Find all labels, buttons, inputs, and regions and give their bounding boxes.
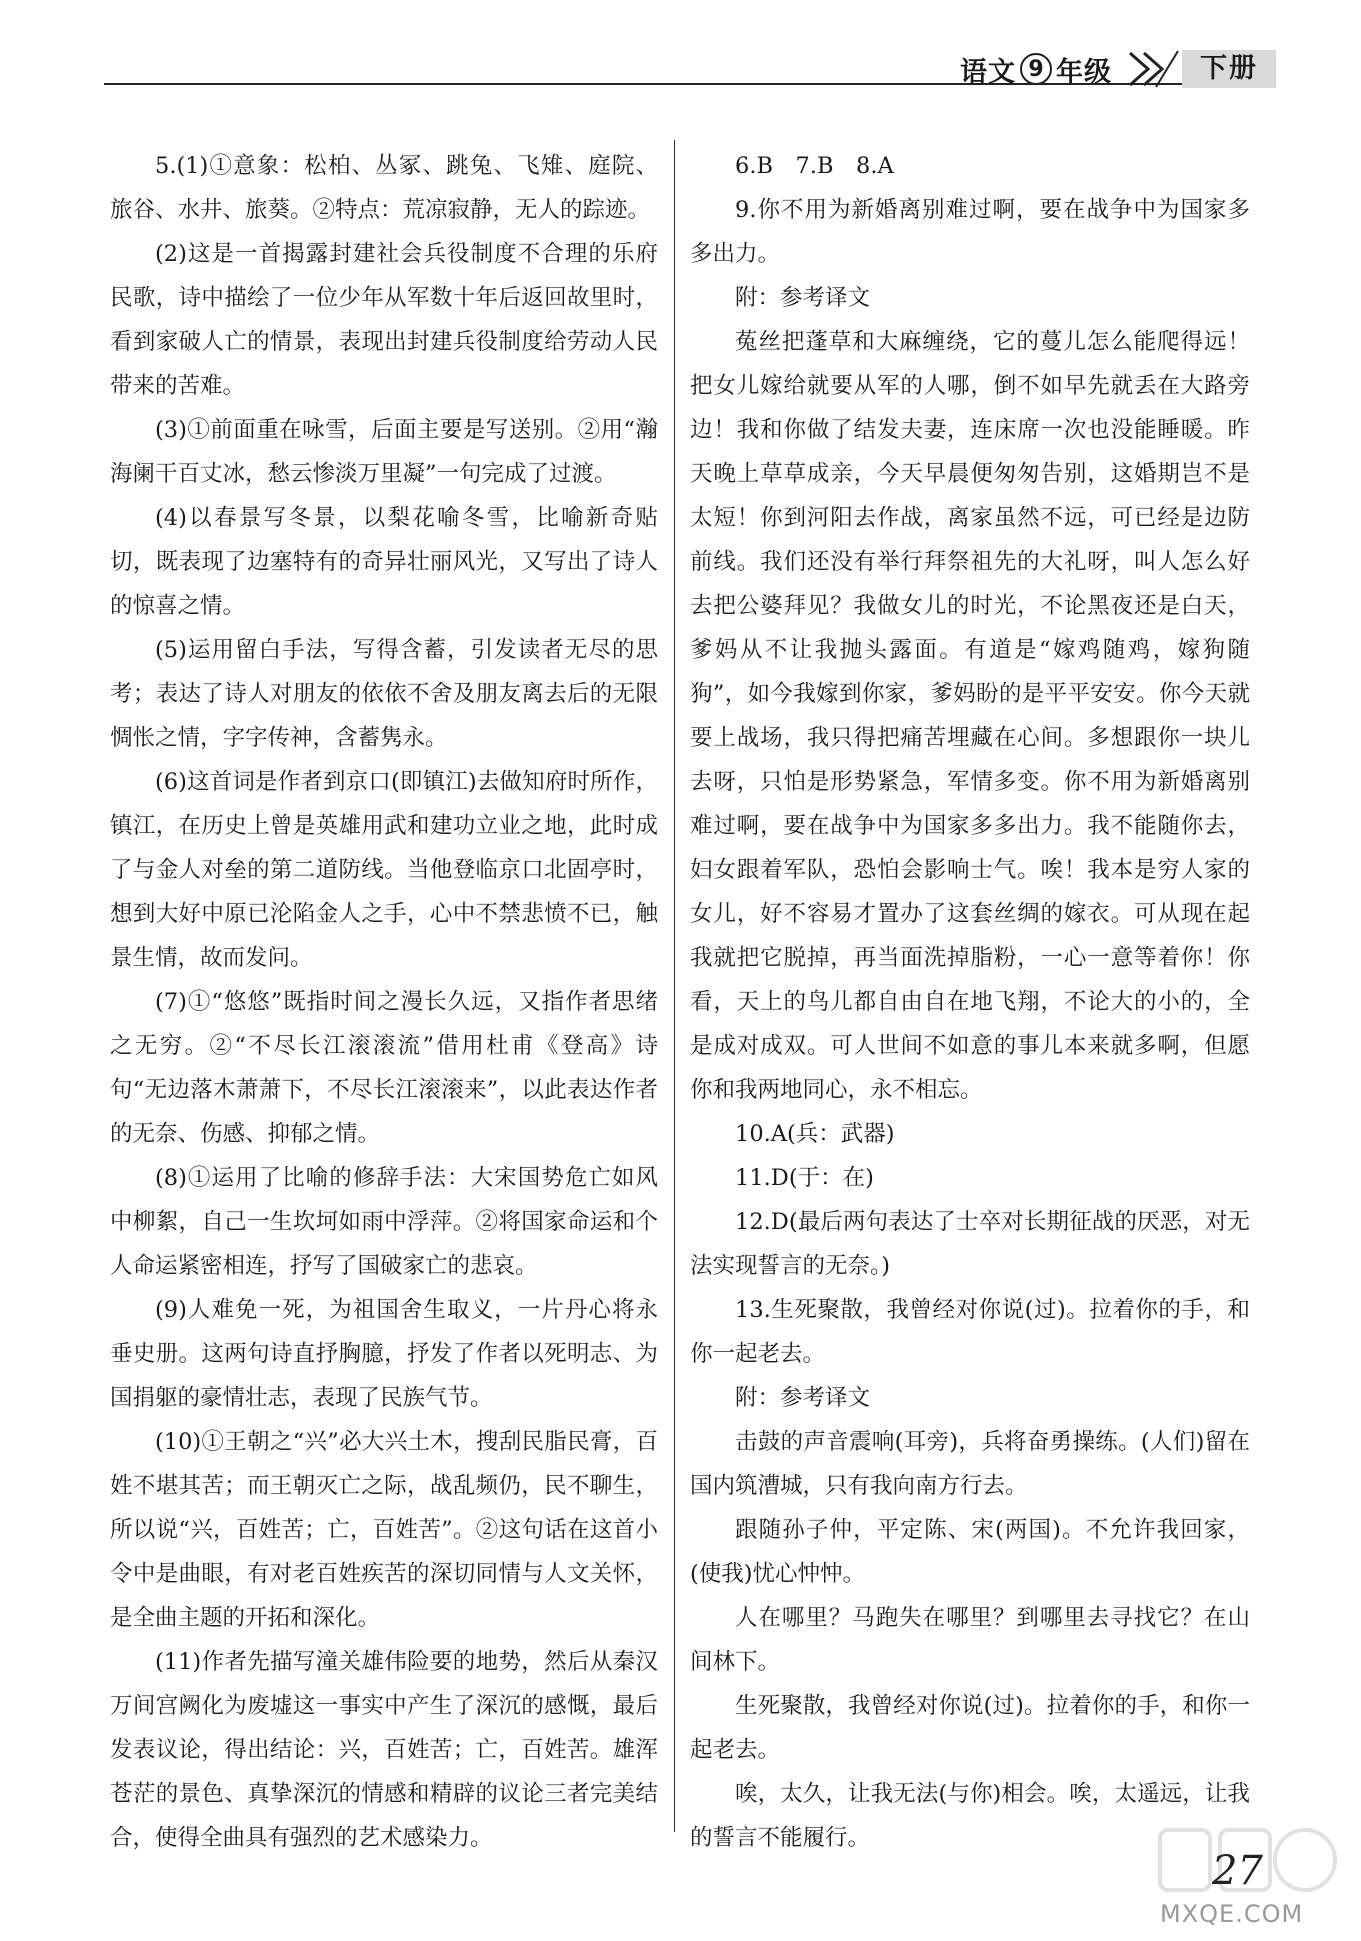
answer-paragraph: (7)①“悠悠”既指时间之漫长久远，又指作者思绪之无穷。②“不尽长江滚滚流”借用杜甫《登高》诗句“无边落木萧萧下，不尽长江滚滚来”，以此表达作者的无奈、伤感、抑郁之情。 xyxy=(110,989,658,1147)
watermark-text: MXQE.COM xyxy=(1160,1900,1304,1928)
column-divider xyxy=(674,140,675,1832)
answer-paragraph: (10)①王朝之“兴”必大兴土木，搜刮民脂民膏，百姓不堪其苦；而王朝灭亡之际，战乱频仍，民不聊生，所以说“兴，百姓苦；亡，百姓苦”。②这句话在这首小令中是曲眼，有对老百姓疾苦的深切同情与人文关怀，是全曲主题的开拓和深化。 xyxy=(110,1429,658,1631)
answer-paragraph: 11.D(于：在) xyxy=(735,1165,874,1191)
answer-paragraph: (9)人难免一死，为祖国舍生取义，一片丹心将永垂史册。这两句诗直抒胸臆，抒发了作者以死明志、为国捐躯的豪情壮志，表现了民族气节。 xyxy=(110,1297,658,1411)
volume-label: 下册 xyxy=(1182,50,1276,88)
translation-paragraph: 唉，太久，让我无法(与你)相会。唉，太遥远，让我的誓言不能履行。 xyxy=(690,1781,1250,1851)
page-header xyxy=(960,50,1276,88)
translation-paragraph: 击鼓的声音震响(耳旁)，兵将奋勇操练。(人们)留在国内筑漕城，只有我向南方行去。 xyxy=(690,1429,1250,1499)
answer-paragraph: (11)作者先描写潼关雄伟险要的地势，然后从秦汉万间宫阙化为废墟这一事实中产生了深沉的感慨，最后发表议论，得出结论：兴，百姓苦；亡，百姓苦。雄浑苍茫的景色、真挚深沉的情感和精辟的议论三者完美结合，使得全曲具有强烈的艺术感染力。 xyxy=(110,1649,658,1851)
answer-paragraph: (2)这是一首揭露封建社会兵役制度不合理的乐府民歌，诗中描绘了一位少年从军数十年后返回故里时，看到家破人亡的情景，表现出封建兵役制度给劳动人民带来的苦难。 xyxy=(110,241,658,399)
grade-number: 9 xyxy=(1020,53,1052,85)
subject-label: 语文 xyxy=(960,56,1016,88)
answer-paragraph: 6.B 7.B 8.A xyxy=(735,153,894,179)
answer-paragraph: 5.(1)①意象：松柏、丛冢、跳兔、飞雉、庭院、旅谷、水井、旅葵。②特点：荒凉寂静，无人的踪迹。 xyxy=(110,153,658,223)
page-number: 27 xyxy=(1212,1848,1263,1894)
answer-paragraph: 10.A(兵：武器) xyxy=(735,1121,895,1147)
translation-paragraph: 菟丝把蓬草和大麻缠绕，它的蔓儿怎么能爬得远！把女儿嫁给就要从军的人哪，倒不如早先就丢在大路旁边！我和你做了结发夫妻，连床席一次也没能睡暖。昨天晚上草草成亲，今天早晨便匆匆告别，这婚期岂不是太短！你到河阳去作战，离家虽然不远，可已经是边防前线。我们还没有举行拜祭祖先的大礼呀，叫人怎么好去把公婆拜见？我做女儿的时光，不论黑夜还是白天，爹妈从不让我抛头露面。有道是“嫁鸡随鸡，嫁狗随狗”，如今我嫁到你家，爹妈盼的是平平安安。你今天就要上战场，我只得把痛苦埋藏在心间。多想跟你一块儿去呀，只怕是形势紧急，军情多变。你不用为新婚离别难过啊，要在战争中为国家多多出力。我不能随你去，妇女跟着军队，恐怕会影响士气。唉！我本是穷人家的女儿，好不容易才置办了这套丝绸的嫁衣。可从现在起我就把它脱掉，再当面洗掉脂粉，一心一意等着你！你看，天上的鸟儿都自由自在地飞翔，不论大的小的，全是成对成双。可人世间不如意的事儿本来就多啊，但愿你和我两地同心，永不相忘。 xyxy=(690,329,1250,1103)
answer-paragraph: 9.你不用为新婚离别难过啊，要在战争中为国家多多出力。 xyxy=(690,197,1250,267)
answer-paragraph: 12.D(最后两句表达了士卒对长期征战的厌恶，对无法实现誓言的无奈。) xyxy=(690,1209,1250,1279)
grade-label: 年级 xyxy=(1056,56,1112,88)
answer-paragraph: (8)①运用了比喻的修辞手法：大宋国势危亡如风中柳絮，自己一生坎坷如雨中浮萍。②将国家命运和个人命运紧密相连，抒写了国破家亡的悲哀。 xyxy=(110,1165,658,1279)
answer-paragraph: (4)以春景写冬景，以梨花喻冬雪，比喻新奇贴切，既表现了边塞特有的奇异壮丽风光，又写出了诗人的惊喜之情。 xyxy=(110,505,658,619)
right-column xyxy=(690,144,1250,1860)
answer-paragraph: (5)运用留白手法，写得含蓄，引发读者无尽的思考；表达了诗人对朋友的依依不舍及朋友离去后的无限惆怅之情，字字传神，含蓄隽永。 xyxy=(110,637,658,751)
answer-paragraph: 附：参考译文 xyxy=(735,1385,871,1411)
translation-paragraph: 生死聚散，我曾经对你说(过)。拉着你的手，和你一起老去。 xyxy=(690,1693,1250,1763)
answer-paragraph: (6)这首词是作者到京口(即镇江)去做知府时所作，镇江，在历史上曾是英雄用武和建功立业之地，此时成了与金人对垒的第二道防线。当他登临京口北固亭时，想到大好中原已沦陷金人之手，心中不禁悲愤不已，触景生情，故而发问。 xyxy=(110,769,658,971)
left-column xyxy=(110,144,658,1860)
answer-paragraph: 附：参考译文 xyxy=(735,285,871,311)
translation-paragraph: 跟随孙子仲，平定陈、宋(两国)。不允许我回家，(使我)忧心忡忡。 xyxy=(690,1517,1250,1587)
double-chevron-icon xyxy=(1126,49,1180,89)
answer-paragraph: (3)①前面重在咏雪，后面主要是写送别。②用“瀚海阑干百丈冰，愁云惨淡万里凝”一句完成了过渡。 xyxy=(110,417,658,487)
answer-paragraph: 13.生死聚散，我曾经对你说(过)。拉着你的手，和你一起老去。 xyxy=(690,1297,1250,1367)
translation-paragraph: 人在哪里？马跑失在哪里？到哪里去寻找它？在山间林下。 xyxy=(690,1605,1250,1675)
